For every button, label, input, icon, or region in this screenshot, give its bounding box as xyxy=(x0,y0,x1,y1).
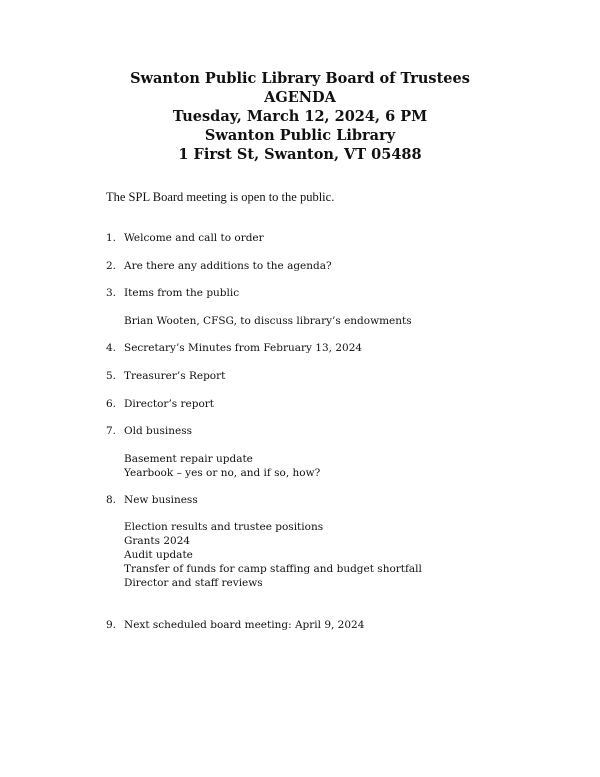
agenda-item-9 xyxy=(106,618,364,632)
item-text: Welcome and call to order xyxy=(124,232,264,244)
list-item: Director and staff reviews xyxy=(124,577,263,589)
agenda-item-1 xyxy=(106,231,264,245)
item-text: Secretary’s Minutes from February 13, 2024 xyxy=(124,342,363,354)
meeting-address: 1 First St, Swanton, VT 05488 xyxy=(178,146,422,163)
old-business-list xyxy=(124,452,320,480)
list-item: Election results and trustee positions xyxy=(124,521,324,533)
public-items-list xyxy=(124,314,412,328)
meeting-venue: Swanton Public Library xyxy=(204,127,396,144)
item-text: Are there any additions to the agenda? xyxy=(124,260,332,272)
item-number: 5. xyxy=(106,370,117,382)
item-number: 1. xyxy=(106,232,117,244)
item-number: 9. xyxy=(106,619,117,631)
board-name: Swanton Public Library Board of Trustees xyxy=(130,70,470,87)
list-item: Audit update xyxy=(124,549,193,561)
agenda-item-4 xyxy=(106,341,362,355)
item-text: Old business xyxy=(124,425,193,437)
list-item: Yearbook – yes or no, and if so, how? xyxy=(124,467,321,479)
item-number: 3. xyxy=(106,287,117,299)
item-number: 4. xyxy=(106,342,117,354)
document-title: AGENDA xyxy=(264,89,336,106)
item-text: Director’s report xyxy=(124,398,215,410)
list-item: Basement repair update xyxy=(124,453,253,465)
list-item: Grants 2024 xyxy=(124,535,191,547)
agenda-item-3 xyxy=(106,286,239,300)
item-number: 8. xyxy=(106,494,117,506)
meeting-date: Tuesday, March 12, 2024, 6 PM xyxy=(172,108,428,125)
item-text: Next scheduled board meeting: April 9, 2024 xyxy=(124,619,365,631)
list-item: Transfer of funds for camp staffing and budget shortfall xyxy=(124,563,422,575)
agenda-item-6 xyxy=(106,397,214,411)
intro-text: The SPL Board meeting is open to the public. xyxy=(106,190,335,204)
list-item: Brian Wooten, CFSG, to discuss library’s endowments xyxy=(124,315,412,327)
agenda-item-8 xyxy=(106,493,198,507)
item-number: 6. xyxy=(106,398,117,410)
item-text: Treasurer’s Report xyxy=(124,370,226,382)
agenda-header xyxy=(0,69,600,164)
agenda-item-5 xyxy=(106,369,225,383)
item-text: New business xyxy=(124,494,198,506)
item-number: 7. xyxy=(106,425,117,437)
agenda-item-7 xyxy=(106,424,192,438)
new-business-list xyxy=(124,520,422,590)
item-text: Items from the public xyxy=(124,287,240,299)
agenda-item-2 xyxy=(106,259,332,273)
item-number: 2. xyxy=(106,260,117,272)
